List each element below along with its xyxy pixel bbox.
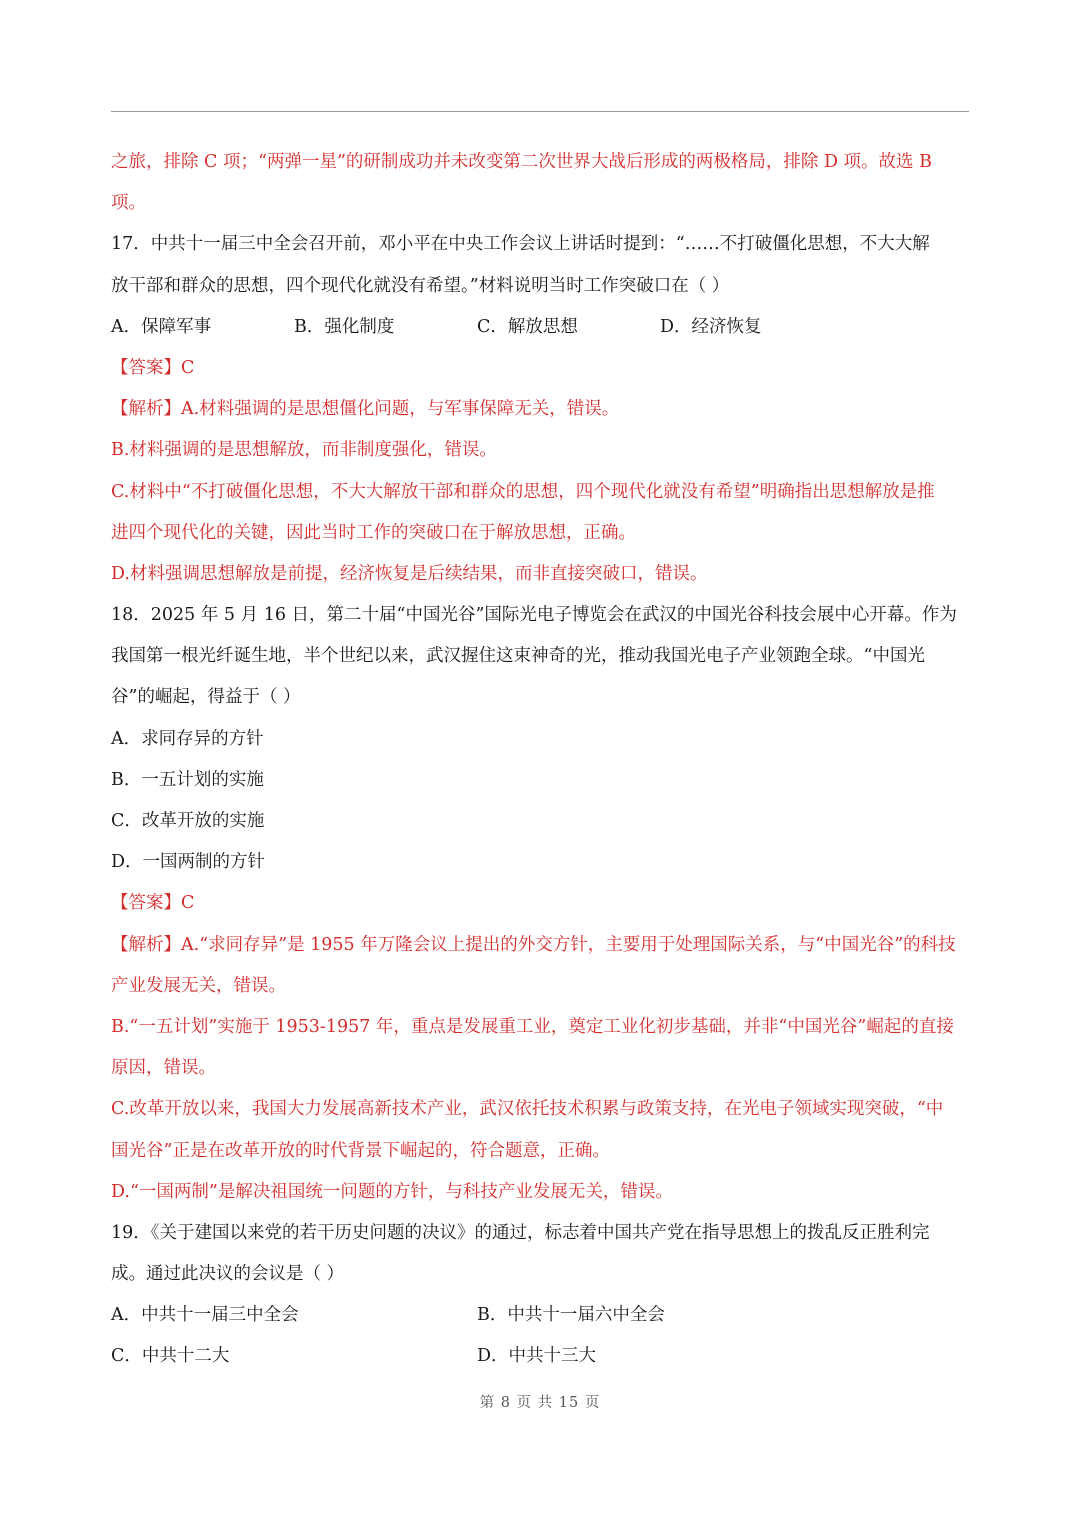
q19-option-c: C．中共十二大 bbox=[111, 1346, 230, 1367]
q18-analysis-line: 产业发展无关，错误。 bbox=[111, 975, 286, 996]
header-rule bbox=[111, 111, 969, 112]
q18-analysis-line: D.“一国两制”是解决祖国统一问题的方针，与科技产业发展无关，错误。 bbox=[111, 1181, 673, 1202]
q17-analysis-line: 【解析】A.材料强调的是思想僵化问题，与军事保障无关，错误。 bbox=[111, 399, 620, 420]
q17-options bbox=[111, 307, 969, 348]
q18-analysis-line: 国光谷”正是在改革开放的时代背景下崛起的，符合题意，正确。 bbox=[111, 1140, 610, 1161]
page-content bbox=[111, 142, 969, 1378]
q17-analysis-line: 进四个现代化的关键，因此当时工作的突破口在于解放思想，正确。 bbox=[111, 522, 636, 543]
page-number: 第 8 页 共 15 页 bbox=[479, 1395, 601, 1411]
q17-option-c: C．解放思想 bbox=[477, 316, 578, 337]
intro-line: 之旅，排除 C 项；“两弹一星”的研制成功并未改变第二次世界大战后形成的两极格局，排除 D 项。故选 B bbox=[111, 152, 932, 172]
intro-line: 项。 bbox=[111, 193, 146, 214]
q18-stem-line: 18．2025 年 5 月 16 日，第二十届“中国光谷”国际光电子博览会在武汉的中国光谷科技会展中心开幕。作为 bbox=[111, 605, 957, 626]
q19-stem-line: 成。通过此决议的会议是（ ） bbox=[111, 1264, 345, 1285]
q19-option-a: A．中共十一届三中全会 bbox=[111, 1305, 299, 1326]
q19-option-d: D．中共十三大 bbox=[477, 1346, 597, 1367]
q17-stem-line: 放干部和群众的思想，四个现代化就没有希望。”材料说明当时工作突破口在（ ） bbox=[111, 275, 730, 296]
q18-analysis-line: 【解析】A.“求同存异”是 1955 年万隆会议上提出的外交方针，主要用于处理国际关系，与“中国光谷”的科技 bbox=[111, 934, 956, 955]
q19-options-row bbox=[111, 1295, 969, 1336]
q18-analysis-line: 原因，错误。 bbox=[111, 1058, 216, 1079]
q18-answer: 【答案】C bbox=[111, 893, 195, 914]
q17-analysis-line: C.材料中“不打破僵化思想，不大大解放干部和群众的思想，四个现代化就没有希望”明确指出思想解放是推 bbox=[111, 481, 935, 502]
q17-stem-line: 17．中共十一届三中全会召开前，邓小平在中央工作会议上讲话时提到：“……不打破僵化思想，不大大解 bbox=[111, 234, 930, 255]
q17-analysis-line: D.材料强调思想解放是前提，经济恢复是后续结果，而非直接突破口，错误。 bbox=[111, 563, 708, 584]
q18-analysis-line: C.改革开放以来，我国大力发展高新技术产业，武汉依托技术积累与政策支持，在光电子领域实现突破，“中 bbox=[111, 1099, 944, 1120]
q19-stem-line: 19．《关于建国以来党的若干历史问题的决议》的通过，标志着中国共产党在指导思想上的拨乱反正胜利完 bbox=[111, 1222, 930, 1243]
q17-option-d: D．经济恢复 bbox=[660, 316, 762, 337]
q18-stem-line: 我国第一根光纤诞生地，半个世纪以来，武汉握住这束神奇的光，推动我国光电子产业领跑全球。“中国光 bbox=[111, 646, 925, 667]
q18-option-b: B．一五计划的实施 bbox=[111, 769, 264, 790]
q17-option-b: B．强化制度 bbox=[294, 316, 395, 337]
q18-stem-line: 谷”的崛起，得益于（ ） bbox=[111, 687, 301, 708]
q17-analysis-line: B.材料强调的是思想解放，而非制度强化，错误。 bbox=[111, 440, 497, 461]
q17-option-a: A．保障军事 bbox=[111, 316, 212, 337]
q19-option-b: B．中共十一届六中全会 bbox=[477, 1305, 665, 1326]
q18-option-a: A．求同存异的方针 bbox=[111, 728, 264, 749]
q18-option-d: D．一国两制的方针 bbox=[111, 852, 266, 873]
q19-options-row bbox=[111, 1336, 969, 1377]
q17-answer: 【答案】C bbox=[111, 357, 195, 378]
q18-option-c: C．改革开放的实施 bbox=[111, 811, 265, 831]
q18-analysis-line: B.“一五计划”实施于 1953-1957 年，重点是发展重工业，奠定工业化初步基础，并非“中国光谷”崛起的直接 bbox=[111, 1016, 954, 1037]
